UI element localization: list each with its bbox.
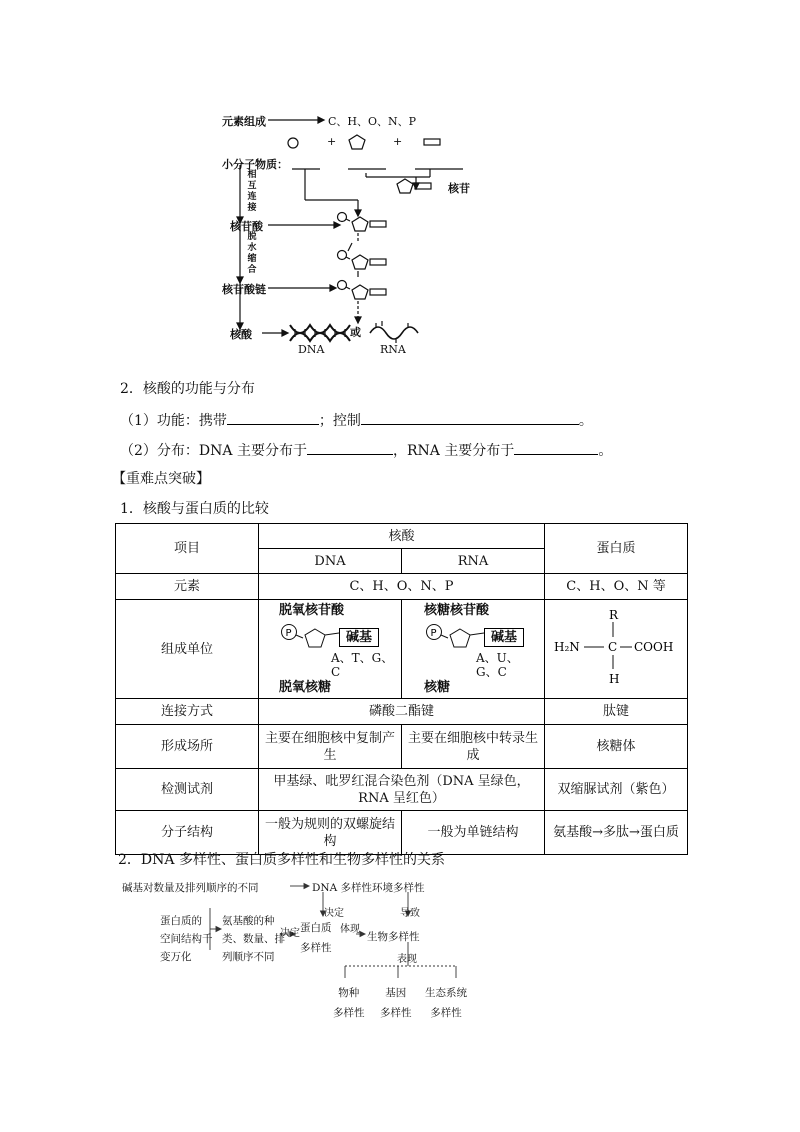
diversity-heading: 2．DNA 多样性、蛋白质多样性和生物多样性的关系	[118, 852, 445, 868]
row-label-linkage: 连接方式	[116, 699, 259, 725]
svg-text:P: P	[430, 628, 437, 639]
table-row	[116, 699, 688, 725]
section-heading-function: 2．核酸的功能与分布	[120, 381, 255, 397]
dehydration-vertical-text: 脱 水 缩 合	[247, 232, 257, 275]
table-row	[116, 811, 688, 855]
nucleotide-icon	[279, 623, 339, 651]
table-row	[116, 574, 688, 600]
comparison-table	[115, 523, 688, 855]
cell-units-dna	[259, 600, 402, 699]
flow-reflects: 体现	[340, 924, 360, 935]
flow-decides-1: 决定	[324, 908, 344, 919]
plus-2: +	[393, 135, 403, 148]
header-dna: DNA	[259, 549, 402, 574]
svg-text:C: C	[608, 639, 618, 654]
rna-base-box: 碱基	[484, 628, 524, 647]
distribution-blank-1[interactable]	[307, 440, 393, 455]
table-header-row	[116, 524, 688, 549]
flow-causes: 导致	[400, 908, 420, 919]
row-label-site: 形成场所	[116, 725, 259, 769]
flow-aa-text: 氨基酸的种 类、数量、排 列顺序不同	[222, 915, 285, 963]
chain-label: 核苷酸链	[222, 283, 266, 296]
header-protein: 蛋白质	[545, 524, 688, 574]
row-label-elements: 元素	[116, 574, 259, 600]
function-blank-1[interactable]	[227, 410, 319, 425]
header-rna: RNA	[402, 549, 545, 574]
flow-ecosystem: 生态系统 多样性	[425, 987, 467, 1019]
nucleoside-label: 核苷	[448, 182, 470, 195]
cell-elements-protein: C、H、O、N 等	[545, 574, 688, 600]
dna-bases: A、T、G、C	[331, 651, 394, 679]
rna-unit-structure	[424, 623, 540, 651]
svg-text:R: R	[609, 607, 619, 622]
elements-value: C、H、O、N、P	[328, 115, 417, 128]
svg-text:P: P	[285, 628, 292, 639]
cell-reagent-protein: 双缩脲试剂（紫色）	[545, 769, 688, 811]
cell-reagent-nucleic: 甲基绿、吡罗红混合染色剂（DNA 呈绿色，RNA 呈红色）	[259, 769, 545, 811]
table-row	[116, 725, 688, 769]
flow-gene: 基因 多样性	[380, 987, 412, 1019]
flow-top-text: 碱基对数量及排列顺序的不同	[122, 882, 259, 894]
distribution-blank-2[interactable]	[514, 440, 598, 455]
rna-unit-title: 核糖核苷酸	[424, 603, 490, 618]
flow-protein-div-2: 多样性	[300, 942, 332, 954]
flow-shows: 表现	[397, 954, 417, 965]
header-item: 项目	[116, 524, 259, 574]
svg-text:COOH: COOH	[634, 639, 674, 654]
distribution-line: （2）分布：DNA 主要分布于 ，RNA 主要分布于 。	[120, 440, 612, 460]
plus-1: +	[327, 135, 337, 148]
flow-protein-spatial: 蛋白质的 空间结构千 变万化	[160, 915, 213, 963]
nucleotide-icon	[424, 623, 484, 651]
table-row	[116, 600, 688, 699]
cell-site-rna: 主要在细胞核中转录生成	[402, 725, 545, 769]
dna-sugar: 脱氧核糖	[279, 680, 332, 695]
key-points-heading: 【重难点突破】	[112, 471, 210, 487]
dna-label: DNA	[298, 343, 325, 356]
function-line: （1）功能：携带 ；控制 。	[120, 410, 593, 430]
svg-text:H₂N: H₂N	[554, 639, 580, 654]
nucleotide-label: 核苷酸	[230, 220, 263, 233]
comparison-heading: 1．核酸与蛋白质的比较	[120, 501, 269, 517]
cell-linkage-protein: 肽键	[545, 699, 688, 725]
cell-site-protein: 核糖体	[545, 725, 688, 769]
cell-structure-dna: 一般为规则的双螺旋结构	[259, 811, 402, 855]
flow-species: 物种 多样性	[333, 987, 365, 1019]
elements-label: 元素组成	[222, 115, 266, 128]
svg-text:H: H	[609, 671, 620, 686]
rna-sugar: 核糖	[424, 680, 451, 695]
flow-protein-div: 蛋白质	[300, 922, 332, 934]
row-label-units: 组成单位	[116, 600, 259, 699]
cell-site-dna: 主要在细胞核中复制产生	[259, 725, 402, 769]
flow-decides-2: 决定	[280, 928, 300, 939]
row-label-structure: 分子结构	[116, 811, 259, 855]
nucleic-acid-label: 核酸	[230, 328, 252, 341]
cell-units-protein	[545, 600, 688, 699]
rna-bases: A、U、G、C	[476, 651, 519, 679]
small-molecules-label: 小分子物质：	[222, 158, 288, 171]
cell-structure-protein: 氨基酸→多肽→蛋白质	[545, 811, 688, 855]
link-vertical-text: 相 互 连 接	[247, 170, 257, 213]
or-label: 或	[350, 326, 361, 339]
cell-elements-nucleic: C、H、O、N、P	[259, 574, 545, 600]
dna-unit-structure	[279, 623, 397, 651]
table-row	[116, 769, 688, 811]
row-label-reagent: 检测试剂	[116, 769, 259, 811]
amino-acid-structure	[552, 607, 680, 687]
cell-structure-rna: 一般为单链结构	[402, 811, 545, 855]
header-nucleic-acid: 核酸	[259, 524, 545, 549]
function-blank-2[interactable]	[361, 410, 579, 425]
flow-bio-diversity: 生物多样性	[367, 931, 420, 943]
flow-dna-diversity: DNA 多样性	[312, 882, 373, 894]
cell-units-rna	[402, 600, 545, 699]
rna-label: RNA	[380, 343, 406, 356]
dna-unit-title: 脱氧核苷酸	[279, 603, 345, 618]
flow-env-diversity: 环境多样性	[372, 882, 425, 894]
dna-base-box: 碱基	[339, 628, 379, 647]
cell-linkage-nucleic: 磷酸二酯键	[259, 699, 545, 725]
